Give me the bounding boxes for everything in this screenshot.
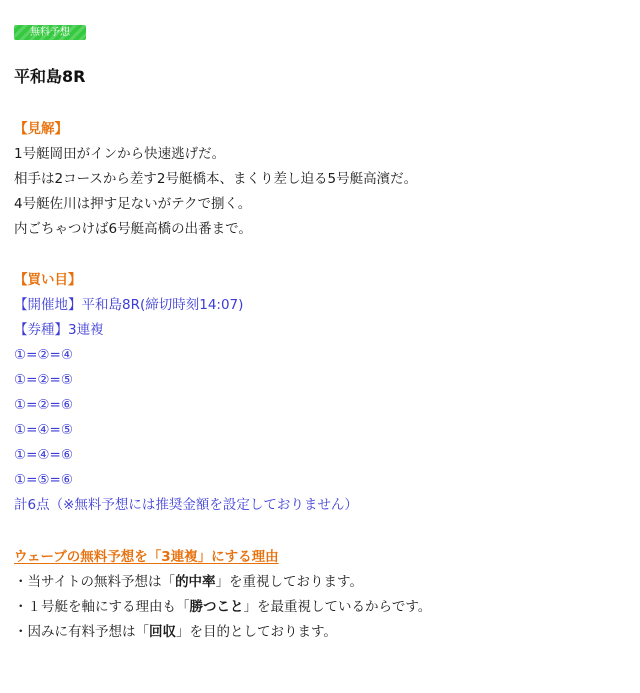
reason-text: ・１号艇を軸にする理由も「 bbox=[14, 599, 190, 615]
free-prediction-badge: 無料予想 bbox=[14, 25, 86, 40]
opinion-heading: 【見解】 bbox=[14, 121, 68, 137]
combo-item: ①=②=⑥ bbox=[14, 397, 73, 413]
combo-item: ①=②=④ bbox=[14, 347, 73, 363]
opinion-line: 相手は2コースから差す2号艇橋本、まくり差し迫る5号艇高濱だ。 bbox=[14, 171, 418, 187]
opinion-line: 内ごちゃつけば6号艇高橋の出番まで。 bbox=[14, 221, 252, 237]
reason-heading: ウェーブの無料予想を「3連複」にする理由 bbox=[14, 549, 279, 565]
reason-text: ・因みに有料予想は「 bbox=[14, 624, 149, 640]
venue-line: 【開催地】平和島8R(締切時刻14:07) bbox=[14, 297, 244, 313]
combo-item: ①=②=⑤ bbox=[14, 372, 73, 388]
combo-item: ①=④=⑤ bbox=[14, 422, 73, 438]
reason-emphasis: 回収 bbox=[149, 624, 176, 640]
reason-text: 」を目的としております。 bbox=[176, 624, 337, 640]
reason-text: 」を重視しております。 bbox=[215, 574, 363, 590]
combo-item: ①=⑤=⑥ bbox=[14, 472, 73, 488]
reason-item bbox=[14, 598, 431, 616]
opinion-line: 4号艇佐川は押す足ないがテクで捌く。 bbox=[14, 196, 252, 212]
reason-text: 」を最重視しているからです。 bbox=[243, 599, 432, 615]
reason-text: ・当サイトの無料予想は「 bbox=[14, 574, 176, 590]
bet-type-line: 【券種】3連複 bbox=[14, 322, 104, 338]
bets-heading: 【買い目】 bbox=[14, 272, 82, 288]
reason-item bbox=[14, 623, 337, 641]
reason-emphasis: 的中率 bbox=[175, 574, 216, 590]
race-title: 平和島8R bbox=[14, 67, 86, 86]
opinion-line: 1号艇岡田がインから快速逃げだ。 bbox=[14, 146, 226, 162]
reason-item bbox=[14, 573, 363, 591]
reason-emphasis: 勝つこと bbox=[189, 599, 244, 615]
combo-item: ①=④=⑥ bbox=[14, 447, 73, 463]
total-line: 計6点（※無料予想には推奨金額を設定しておりません） bbox=[14, 497, 358, 513]
